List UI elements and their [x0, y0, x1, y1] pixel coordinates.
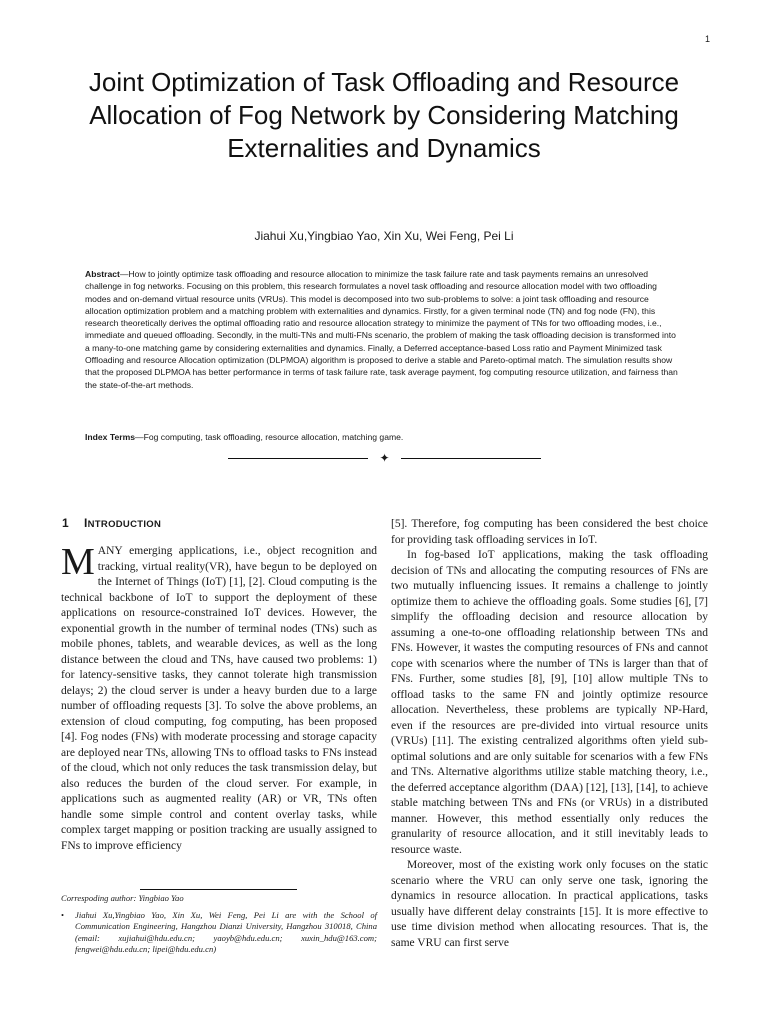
index-terms-text: —Fog computing, task offloading, resource allocation, matching game.	[135, 432, 404, 442]
abstract	[85, 268, 683, 391]
abstract-text: —How to jointly optimize task offloading and resource allocation to minimize the task failure rate and task payments remains an unresolved challenge in fog networks. Focusing on this problem, this research formulates a novel task offloading and resource allocation model with two offloading modes and on-demand virtual resource units (VRUs). This model is decomposed into two sub-problems to solve: a joint task offloading and resource allocation optimization problem and a matching problem with externalities and dynamics. Firstly, for a given terminal node (TN) and fog node (FN), this research theoretically derives the optimal offloading ratio and resource allocation strategy to minimize the payment of TNs for two offloading modes, i.e., immediate and queued offloading. Secondly, in the multi-TNs and multi-FNs scenario, the problem of making the task offloading decision is transformed into a many-to-one matching game by considering externalities and dynamics. Finally, a Deferred acceptance-based Loss ratio and Payment Minimized task Offloading and resource Allocation optimization (DLPMOA) algorithm is proposed to derive a stable and Pareto-optimal match. The simulation results show that the proposed DLPMOA has better performance in terms of task failure rate, task average payment, fog computing resource utilization, and fairness than the state-of-the-art methods.	[85, 269, 678, 390]
affiliation-text: Jiahui Xu,Yingbiao Yao, Xin Xu, Wei Feng, Pei Li are with the School of Communication Engineering, Hangzhou Dianzi University, Hangzhou 310018, China (email: xujiahui@hdu.edu.cn; yaoyb@hdu.edu.cn; xuxin_hdu@163.com; fengwei@hdu.edu.cn; lipei@hdu.edu.cn)	[75, 909, 377, 955]
index-terms-label: Index Terms	[85, 432, 135, 442]
divider-diamond-icon: ✦	[379, 451, 390, 465]
index-terms	[85, 431, 683, 443]
footnote-rule	[140, 889, 297, 890]
section-title-rest: NTRODUCTION	[87, 519, 162, 530]
intro-paragraph-1-text: emerging applications, i.e., object recognition and tracking, virtual reality(VR), have begun to be deployed on the Internet of Things (IoT) [1], [2]. Cloud computing is the technical backbone of IoT to support the deployment of these applications on resource-constrained IoT devices. However, the exponential growth in the number of terminal nodes (TNs) such as mobile phones, tablets, and wearable devices, as well as the long distance between the cloud and TNs, have caused two problems: 1) for latency-sensitive tasks, they cannot tolerate high transmission delays; 2) the cloud server is under a heavy burden due to a large number of offloading requests [3]. To solve the above problems, an extension of cloud computing, fog computing, has been proposed [4]. Fog nodes (FNs) with moderate processing and storage capacity are deployed near TNs, allowing TNs to offload tasks to FNs instead of the cloud, which not only reduces the task transmission delay, but also reduces the burden of the cloud server. For example, in applications such as augmented reality (AR) or VR, TNs often handle some simple control and content overlay tasks, while complex target mapping or position tracking are usually assigned to FNs to improve efficiency	[61, 545, 377, 852]
dropcap-letter: M	[61, 541, 95, 583]
right-column	[391, 517, 708, 951]
affiliation-item	[61, 910, 377, 956]
footnote	[61, 893, 377, 956]
paper-title: Joint Optimization of Task Offloading and Resource Allocation of Fog Network by Considering Matching Externalities and Dynamics	[88, 67, 680, 163]
section-title-initial: I	[84, 516, 88, 530]
lead-smallcaps: ANY	[97, 545, 123, 557]
left-column	[61, 541, 377, 854]
intro-paragraph-1-continued: [5]. Therefore, fog computing has been considered the best choice for providing task offloading services in IoT.	[391, 518, 708, 546]
corresponding-author: Correspoding author: Yingbiao Yao	[61, 893, 184, 903]
section-divider	[228, 451, 541, 465]
divider-line-left	[228, 458, 368, 459]
section-heading-introduction	[62, 516, 161, 530]
section-number: 1	[62, 516, 69, 530]
intro-paragraph-3: Moreover, most of the existing work only focuses on the static scenario where the VRU can only serve one task, ignoring the dynamics in resource allocation. In practical applications, tasks usually have different delay constraints [15]. It is more effective to use time division method when allocating resources. That is, the same VRU can first serve	[391, 859, 708, 949]
author-list: Jiahui Xu,Yingbiao Yao, Xin Xu, Wei Feng, Pei Li	[254, 229, 514, 243]
divider-line-right	[401, 458, 541, 459]
bullet-icon: •	[61, 909, 65, 920]
intro-paragraph-2: In fog-based IoT applications, making the task offloading decision of TNs and allocating the computing resources of FNs are two mutually influencing issues. It remains a challenge to jointly optimize them to achieve the offloading goals. Some studies [6], [7] simplify the offloading decision and resource allocation by assuming a one-to-one offloading relationship between TNs and FNs. However, it wastes the computing resources of FNs and cannot cope with scenarios where the number of TNs is larger than that of FNs. Further, some studies [8], [9], [10] allow multiple TNs to offload tasks to the same FN and jointly optimize resource allocation. Nevertheless, these problems are typically NP-Hard, even if the resources are pre-divided into virtual resource units (VRUs) [11]. The existing centralized algorithms often yield sub-optimal solutions and are only suitable for scenarios with a few FNs and TNs. Alternative algorithms utilize stable matching theory, i.e., the deferred acceptance algorithm (DAA) [12], [13], [14], to achieve stable matching between TNs and FNs (or VRUs) in a distributed manner. However, this method essentially only reduces the granularity of resource allocation, and it still inevitably leads to resource waste.	[391, 549, 708, 856]
intro-paragraph-1	[61, 541, 377, 854]
page-number: 1	[704, 34, 710, 44]
abstract-label: Abstract	[85, 269, 120, 279]
